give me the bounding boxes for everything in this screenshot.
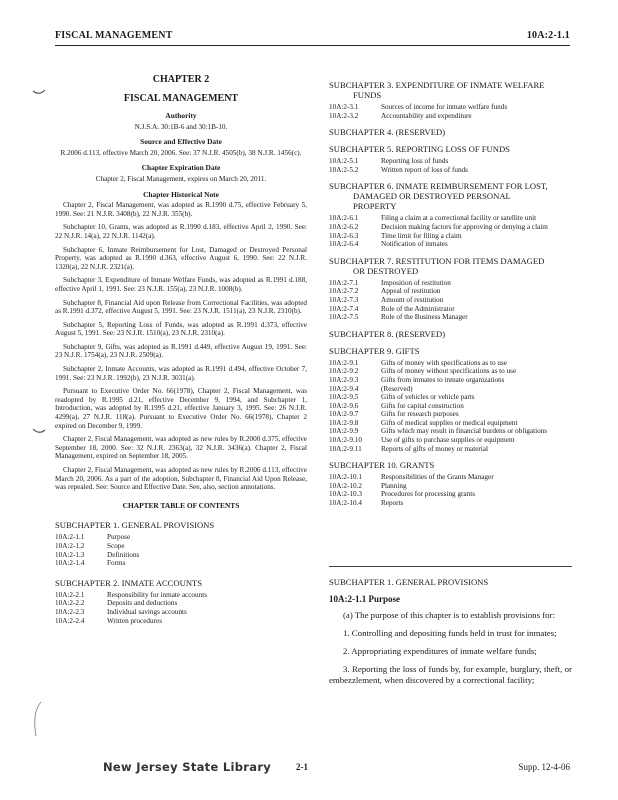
subchapter-6-title: SUBCHAPTER 6. INMATE REIMBURSEMENT FOR LOST, DAMAGED OR DESTROYED PERSONAL PROPERTY — [329, 181, 548, 212]
toc-entry[interactable]: 10A:2-2.2 Deposits and deductions — [55, 599, 178, 608]
authority-text: N.J.S.A. 30:1B-6 and 30:1B-10. — [134, 122, 228, 131]
toc-entry[interactable]: 10A:2-9.2 Gifts of money without specifications as to use — [329, 367, 517, 376]
subchapter-8-title: SUBCHAPTER 8. (RESERVED) — [329, 328, 446, 339]
source-text: R.2006 d.113, effective March 20, 2006. See: 37 N.J.R. 4505(b), 38 N.J.R. 1456(c). — [60, 148, 302, 157]
subchapter-7-title: SUBCHAPTER 7. RESTITUTION FOR ITEMS DAMAGED OR DESTROYED — [329, 255, 545, 276]
page-footer — [0, 760, 618, 776]
toc-entry[interactable]: 10A:2-9.1 Gifts of money with specifications as to use — [329, 358, 507, 367]
toc-entry[interactable]: 10A:2-2.3 Individual savings accounts — [55, 607, 187, 616]
library-watermark: New Jersey State Library — [103, 760, 272, 774]
toc-entry[interactable]: 10A:2-7.5 Role of the Business Manager — [329, 313, 468, 322]
subchapter-9-title: SUBCHAPTER 9. GIFTS — [329, 345, 420, 356]
section-heading: 10A:2-1.1 Purpose — [329, 594, 400, 604]
toc-entry[interactable]: 10A:2-7.1 Imposition of restitution — [329, 278, 451, 287]
chapter-title: FISCAL MANAGEMENT — [123, 93, 239, 104]
history-paragraph: Chapter 2, Fiscal Management, was adopted as new rules by R.2006 d.113, effective March 20, 2006. As a part of the adoption, Subchapter 8, Financial Aid Upon Release, was repealed. See: Source and Effective Date. See, also, section annotations. — [55, 466, 307, 492]
toc-entry[interactable]: 10A:2-1.2 Scope — [55, 541, 125, 550]
history-paragraph: Subchapter 5, Reporting Loss of Funds, was adopted as R.1991 d.373, effective August 5, 1991. See: 23 N.J.R. 1510(a), 23 N.J.R. 2310(a). — [55, 320, 307, 338]
header-title: FISCAL MANAGEMENT — [55, 30, 173, 41]
history-paragraph: Subchapter 9, Gifts, was adopted as R.1991 d.449, effective August 19, 1991. See: 23 N.J.R. 1754(a), 23 N.J.R. 2509(a). — [55, 342, 307, 360]
history-paragraph: Pursuant to Executive Order No. 66(1978), Chapter 2, Fiscal Management, was readopted by R.1995 d.21, effective December 9, 1994, and Subchapter 1, Introduction, was adopted by R.1995 d.21, effective January 3, 1995. See: 26 N.J.R. 4299(a), 27 N.J.R. 118(a). Pursuant to Executive Order No. 66(1978), Chapter 2 expired on December 9, 1999. — [55, 387, 307, 430]
toc-entry[interactable]: 10A:2-10.2 Planning — [329, 481, 407, 490]
expiration-text: Chapter 2, Fiscal Management, expires on March 20, 2011. — [95, 174, 267, 183]
body-text — [329, 577, 572, 693]
toc-entry[interactable]: 10A:2-9.11 Reports of gifts of money or material — [329, 444, 488, 453]
source-heading: Source and Effective Date — [140, 137, 222, 147]
toc-entry[interactable]: 10A:2-6.4 Notification of inmates — [329, 240, 448, 249]
history-paragraph: Subchapter 3, Expenditure of Inmate Welfare Funds, was adopted as R.1991 d.188, effective April 1, 1991. See: 23 N.J.R. 155(a), 23 N.J.R. 1008(b). — [55, 276, 307, 293]
toc-entry[interactable]: 10A:2-9.4 (Reserved) — [329, 384, 413, 393]
toc-heading: CHAPTER TABLE OF CONTENTS — [122, 500, 240, 510]
history-heading: Chapter Historical Note — [143, 189, 219, 199]
subchapter-1-title: SUBCHAPTER 1. GENERAL PROVISIONS — [55, 520, 215, 531]
margin-mark-icon — [32, 427, 46, 435]
toc-entry[interactable]: 10A:2-9.10 Use of gifts to purchase supplies or equipment — [329, 436, 515, 445]
toc-entry[interactable]: 10A:2-5.1 Reporting loss of funds — [329, 157, 449, 166]
subchapter-2-title: SUBCHAPTER 2. INMATE ACCOUNTS — [55, 577, 203, 588]
history-paragraph: Chapter 2, Fiscal Management, was adopted as R.1990 d.75, effective February 5, 1990. See: 21 N.J.R. 3408(b), 22 N.J.R. 355(b). — [55, 201, 307, 218]
header-section-number: 10A:2-1.1 — [526, 30, 570, 41]
section-divider — [329, 566, 572, 567]
toc-entry[interactable]: 10A:2-9.8 Gifts of medical supplies or medical equipment — [329, 418, 518, 427]
history-paragraph: Subchapter 2, Inmate Accounts, was adopted as R.1991 d.494, effective October 7, 1991. See: 23 N.J.R. 1992(b), 23 N.J.R. 3031(a). — [55, 365, 307, 382]
history-paragraph: Subchapter 8, Financial Aid upon Release from Correctional Facilities, was adopted as R.1991 d.372, effective August 5, 1991. See: 23 N.J.R. 1511(a), 23 N.J.R. 2310(b). — [55, 298, 307, 316]
toc-entry[interactable]: 10A:2-9.3 Gifts from inmates to inmate organizations — [329, 375, 505, 384]
toc-entry[interactable]: 10A:2-2.4 Written procedures — [55, 616, 162, 625]
toc-entry[interactable]: 10A:2-7.4 Role of the Administrator — [329, 304, 455, 313]
supplement-date: Supp. 12-4-06 — [518, 762, 570, 772]
toc-entry[interactable]: 10A:2-10.4 Reports — [329, 499, 404, 508]
toc-entry[interactable]: 10A:2-9.7 Gifts for research purposes — [329, 410, 459, 419]
toc-entry[interactable]: 10A:2-7.2 Appeal of restitution — [329, 287, 441, 296]
toc-entry[interactable]: 10A:2-3.2 Accountability and expenditure — [329, 111, 472, 120]
margin-mark-icon — [32, 88, 46, 96]
toc-entry[interactable]: 10A:2-1.3 Definitions — [55, 550, 140, 559]
body-subchapter-title: SUBCHAPTER 1. GENERAL PROVISIONS — [329, 577, 489, 587]
history-paragraph: Subchapter 10, Grants, was adopted as R.1990 d.183, effective April 2, 1990. See: 22 N.J.R. 14(a), 22 N.J.R. 1142(a). — [55, 223, 307, 240]
body-paragraph: 2. Appropriating expenditures of inmate welfare funds; — [343, 645, 537, 656]
toc-entry[interactable]: 10A:2-6.1 Filing a claim at a correctional facility or satellite unit — [329, 214, 537, 223]
toc-entry[interactable]: 10A:2-1.1 Purpose — [55, 533, 131, 542]
toc-entry[interactable]: 10A:2-6.2 Decision making factors for approving or denying a claim — [329, 222, 548, 231]
toc-entry[interactable]: 10A:2-9.6 Gifts for capital construction — [329, 401, 464, 410]
toc-entry[interactable]: 10A:2-2.1 Responsibility for inmate accounts — [55, 590, 208, 599]
toc-entry[interactable]: 10A:2-10.1 Responsibilities of the Grants Manager — [329, 473, 494, 482]
page-number: 2-1 — [296, 762, 308, 772]
subchapter-4-title: SUBCHAPTER 4. (RESERVED) — [329, 127, 446, 138]
running-header — [55, 30, 570, 44]
right-column — [329, 80, 572, 508]
toc-entry[interactable]: 10A:2-10.3 Procedures for processing grants — [329, 490, 476, 499]
toc-entry[interactable]: 10A:2-3.1 Sources of income for inmate welfare funds — [329, 103, 508, 111]
header-rule — [55, 45, 570, 46]
subchapter-10-title: SUBCHAPTER 10. GRANTS — [329, 460, 435, 471]
chapter-label: CHAPTER 2 — [152, 74, 210, 85]
toc-entry[interactable]: 10A:2-6.3 Time limit for filing a claim — [329, 231, 462, 240]
history-paragraph: Subchapter 6, Inmate Reimbursement for Lost, Damaged or Destroyed Personal Property, was adopted as R.1990 d.363, effective August 6, 1990. See: 22 N.J.R. 1320(a), 22 N.J.R. 2321(a). — [55, 245, 307, 271]
history-paragraph: Chapter 2, Fiscal Management, was adopted as new rules by R.2000 d.375, effective September 18, 2000. See: 32 N.J.R. 2363(a), 32 N.J.R. 3436(a). Chapter 2, Fiscal Management, expired on September 18, 2005. — [55, 435, 307, 461]
expiration-heading: Chapter Expiration Date — [141, 163, 221, 173]
toc-entry[interactable]: 10A:2-1.4 Forms — [55, 559, 126, 568]
toc-entry[interactable]: 10A:2-9.5 Gifts of vehicles or vehicle parts — [329, 393, 475, 402]
subchapter-3-title: SUBCHAPTER 3. EXPENDITURE OF INMATE WELFARE FUNDS — [329, 80, 545, 100]
body-paragraph: (a) The purpose of this chapter is to establish provisions for: — [343, 609, 555, 620]
toc-entry[interactable]: 10A:2-9.9 Gifts which may result in financial burdens or obligations — [329, 427, 548, 436]
margin-mark-icon — [30, 700, 44, 740]
body-paragraph: 1. Controlling and depositing funds held in trust for inmates; — [343, 627, 557, 638]
toc-entry[interactable]: 10A:2-7.3 Amount of restitution — [329, 295, 444, 304]
toc-entry[interactable]: 10A:2-5.2 Written report of loss of funds — [329, 165, 468, 174]
left-column — [55, 72, 307, 625]
authority-heading: Authority — [165, 111, 197, 120]
body-paragraph: 3. Reporting the loss of funds by, for example, burglary, theft, or embezzlement, when discovered by a correctional facility; — [329, 663, 572, 685]
subchapter-5-title: SUBCHAPTER 5. REPORTING LOSS OF FUNDS — [329, 144, 510, 155]
